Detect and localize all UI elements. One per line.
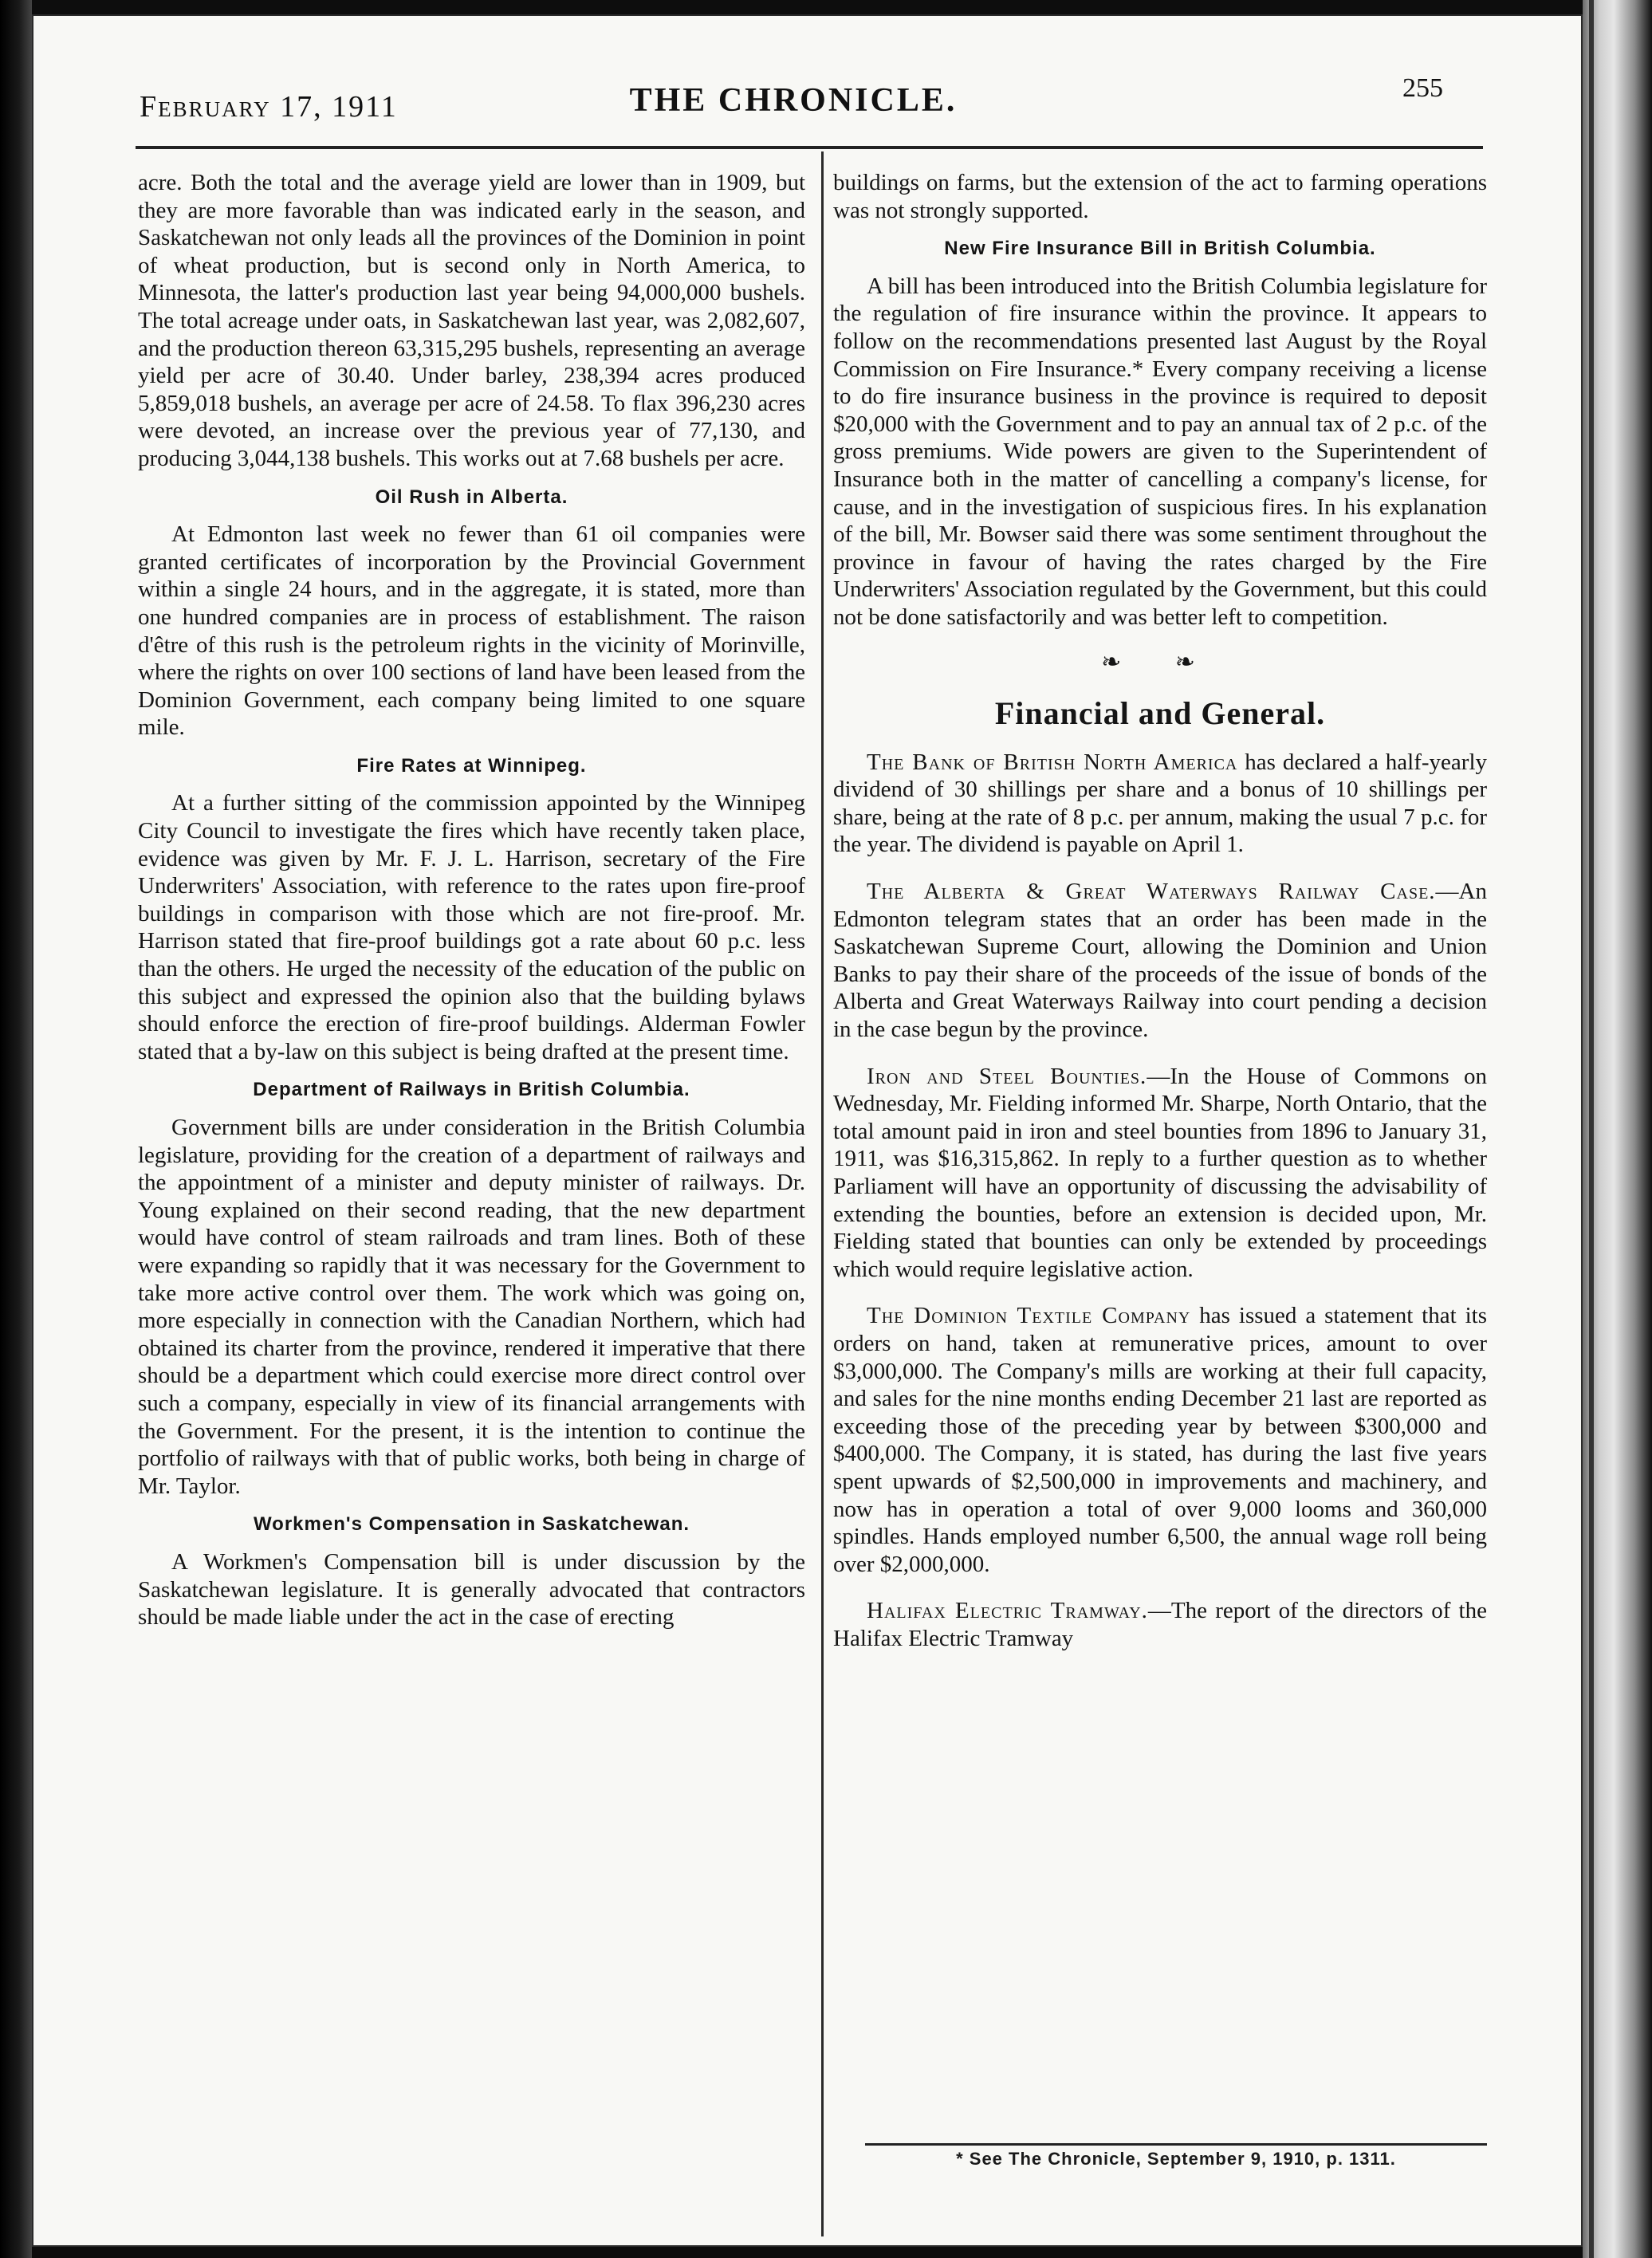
- item-bank-british-north-america: [833, 749, 1487, 859]
- article-continuation: buildings on farms, but the extension of the act to farming operations was not strongly supported.: [833, 170, 1487, 223]
- headline-railways: Department of Railways in British Columbia.: [253, 1079, 690, 1101]
- ornament-icon: ❧ ❧: [1101, 648, 1219, 675]
- headline-oil-rush: Oil Rush in Alberta.: [375, 486, 568, 508]
- page-header: [100, 73, 1487, 129]
- item-lead: Iron and Steel Bounties.: [867, 1063, 1147, 1089]
- scan-border-right: [1583, 0, 1652, 2258]
- right-column: [833, 169, 1487, 1653]
- item-lead: Halifax Electric Tramway.: [867, 1598, 1148, 1624]
- item-lead: The Dominion Textile Company: [867, 1303, 1191, 1329]
- header-rule: [136, 146, 1483, 149]
- item-body: has declared a half-yearly dividend of 30 shillings per share and a bonus of 10 shillings per share, being at the rate of 8 p.c. per annum, making the usual 7 p.c. for the year. The dividend is payable on April 1.: [833, 749, 1487, 858]
- headline-fire-rates: Fire Rates at Winnipeg.: [356, 754, 587, 777]
- item-halifax-tramway: [833, 1597, 1487, 1652]
- page-number: 255: [1402, 73, 1443, 103]
- headline-bc-fire-insurance: New Fire Insurance Bill in British Columbia.: [944, 238, 1376, 260]
- column-divider: [821, 151, 824, 2236]
- headline-workmen-compensation: Workmen's Compensation in Saskatchewan.: [253, 1513, 690, 1536]
- scan-border-left: [0, 0, 32, 2258]
- section-heading-financial: Financial and General.: [994, 695, 1326, 732]
- article-workmen-compensation: A Workmen's Compensation bill is under discussion by the Saskatchewan legislature. It is generally advocated that contractors should be made liable under the act in the case of erecting: [138, 1548, 805, 1631]
- publication-title: THE CHRONICLE.: [629, 82, 958, 119]
- footnote-rule: [865, 2143, 1487, 2146]
- article-fire-rates: At a further sitting of the commission appointed by the Winnipeg City Council to investigate the fires which have recently taken place, evidence was given by Mr. F. J. L. Harrison, secretary of the Fire Underwriters' Association, with reference to the rates upon fire-proof buildings in comparison with those which are not fire-proof. Mr. Harrison stated that fire-proof buildings got a rate about 60 p.c. less than the others. He urged the necessity of the education of the public on this subject and expressed the opinion also that the building bylaws should enforce the erection of fire-proof buildings. Alderman Fowler stated that a by-law on this subject is being drafted at the present time.: [138, 790, 805, 1064]
- left-column: [138, 169, 805, 1631]
- item-body: has issued a statement that its orders on hand, taken at remunerative prices, amount to over $3,000,000. The Company's mills are working at their full capacity, and sales for the nine months ending December 21 last are reported as exceeding those of the preceding year by between $300,000 and $400,000. The Company, it is stated, has during the last five years spent upwards of $2,500,000 in improvements and machinery, and now has in operation a total of over 9,000 looms and 360,000 spindles. Hands employed number 6,500, the annual wage roll being over $2,000,000.: [833, 1303, 1488, 1577]
- article-oil-rush: At Edmonton last week no fewer than 61 oil companies were granted certificates of incorporation by the Provincial Government within a single 24 hours, and in the aggregate, it is stated, more than one hundred companies are in process of establishment. The raison d'être of this rush is the petroleum rights in the vicinity of Morinville, where the rights on over 100 sections of land have been leased from the Dominion Government, each company being limited to one square mile.: [138, 521, 805, 741]
- footnote: * See The Chronicle, September 9, 1910, p. 1311.: [956, 2149, 1396, 2169]
- item-dominion-textile: [833, 1302, 1487, 1578]
- item-lead: The Bank of British North America: [867, 749, 1238, 775]
- page-fold: [1589, 0, 1594, 2258]
- item-iron-steel-bounties: [833, 1063, 1487, 1284]
- article-bc-fire-insurance: A bill has been introduced into the British Columbia legislature for the regulation of fire insurance within the province. It appears to follow on the recommendations presented last August by the Royal Commission on Fire Insurance.* Every company receiving a license to do fire insurance business in the province is required to deposit $20,000 with the Government and to pay an annual tax of 2 p.c. of the gross premiums. Wide powers are given to the Superintendent of Insurance both in the matter of cancelling a company's license, for cause, and in the investigation of suspicious fires. In his explanation of the bill, Mr. Bowser said there was some sentiment throughout the province in favour of having the rates charged by the Fire Underwriters' Association regulated by the Government, but this could not be done satisfactorily and was better left to competition.: [833, 273, 1487, 630]
- issue-date: February 17, 1911: [140, 90, 398, 124]
- item-alberta-railway: [833, 878, 1487, 1044]
- item-lead: The Alberta & Great Waterways Railway Case.: [867, 879, 1436, 905]
- item-body: —An Edmonton telegram states that an order has been made in the Saskatchewan Supreme Court, allowing the Dominion and Union Banks to pay their share of the proceeds of the issue of bonds of the Alberta and Great Waterways Railway into court pending a decision in the case begun by the province.: [833, 879, 1487, 1043]
- article-railways: Government bills are under consideration in the British Columbia legislature, providing for the creation of a department of railways and the appointment of a minister and deputy minister of railways. Dr. Young explained on their second reading, that the new department would have control of steam railroads and tram lines. Both of these were expanding so rapidly that it was necessary for the Government to take more active control over them. The work which was going on, more especially in connection with the Canadian Northern, which had obtained its charter from the province, rendered it imperative that there should be a department which could exercise more direct control over such a company, especially in view of its financial arrangements with the Government. For the present, it is the intention to continue the portfolio of railways with that of public works, both being in charge of Mr. Taylor.: [138, 1115, 805, 1499]
- item-body: —The report of the directors of the Halifax Electric Tramway: [833, 1598, 1487, 1651]
- item-body: —In the House of Commons on Wednesday, Mr. Fielding informed Mr. Sharpe, North Ontario, that the total amount paid in iron and steel bounties from 1896 to January 31, 1911, was $16,315,862. In reply to a further question as to whether Parliament will have an opportunity of discussing the advisability of extending the bounties, before an extension is decided upon, Mr. Fielding stated that bounties can only be extended by proceedings which would require legislative action.: [833, 1063, 1487, 1282]
- article-continuation: acre. Both the total and the average yield are lower than in 1909, but they are more favorable than was indicated early in the season, and Saskatchewan not only leads all the provinces of the Dominion in point of wheat production, but is second only in North America, to Minnesota, the latter's production last year being 94,000,000 bushels. The total acreage under oats, in Saskatchewan last year, was 2,082,607, and the production thereon 63,315,295 bushels, representing an average yield per acre of 30.40. Under barley, 238,394 acres produced 5,859,018 bushels, an average per acre of 24.58. To flax 396,230 acres were devoted, an increase over the previous year of 77,130, and producing 3,044,138 bushels. This works out at 7.68 bushels per acre.: [138, 170, 805, 471]
